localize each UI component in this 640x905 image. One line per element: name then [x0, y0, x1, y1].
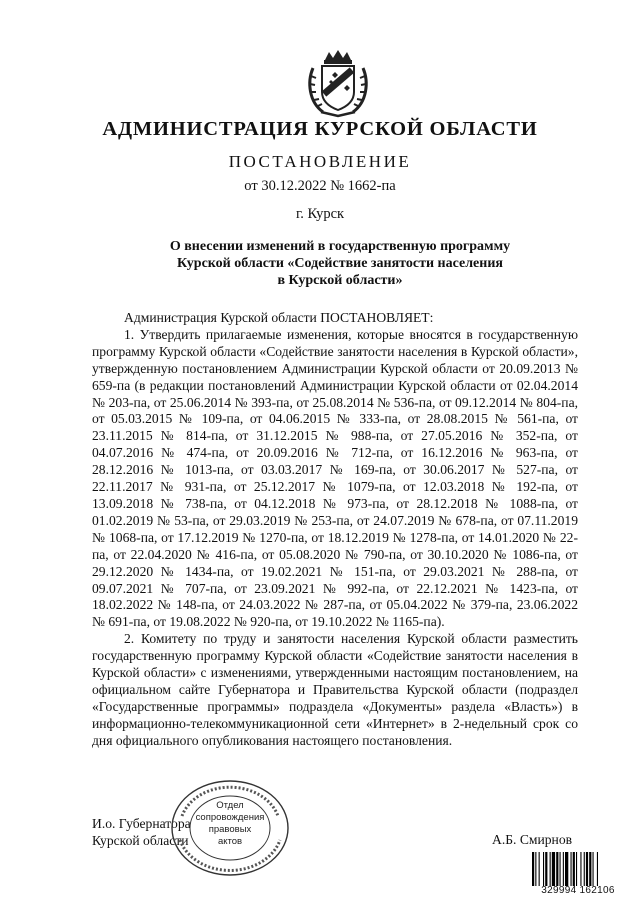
- signatory-name: А.Б. Смирнов: [492, 832, 573, 847]
- subject-line: Курской области «Содействие занятости населения: [177, 256, 503, 271]
- stamp-text: [168, 800, 292, 848]
- subject-line: О внесении изменений в государственную программу: [169, 239, 511, 254]
- organization-title: АДМИНИСТРАЦИЯ КУРСКОЙ ОБЛАСТИ: [102, 118, 538, 140]
- city-label: г. Курск: [295, 206, 345, 222]
- document-subject: [120, 238, 560, 289]
- resolution-intro: Администрация Курской области ПОСТАНОВЛЯЕТ:: [124, 310, 434, 325]
- stamp-line: правовых: [208, 824, 252, 835]
- signatory-title-line: И.о. Губернатора: [92, 816, 191, 831]
- document-type: ПОСТАНОВЛЕНИЕ: [228, 152, 412, 171]
- barcode-number: 329994 162106: [541, 885, 615, 896]
- coat-of-arms-icon: [305, 48, 371, 118]
- barcode-icon: [532, 852, 624, 886]
- signatory-title-line: Курской области: [92, 833, 189, 848]
- document-body: [92, 310, 578, 750]
- paragraph-item-2: 2. Комитету по труду и занятости населения Курской области разместить государственную программу Курской области «Содействие занятости населения в Курской области» с изменениями, утвержденными настоящим постановлением, на официальном сайте Губернатора и Правительства Курской области (подраздел «Государственные программы» подраздела «Документы» раздела «Власть») в информационно-телекоммуникационной сети «Интернет» в 2-недельный срок со дня официального опубликования настоящего постановления.: [92, 631, 578, 748]
- subject-line: в Курской области»: [277, 273, 403, 288]
- stamp-line: актов: [217, 836, 243, 847]
- stamp-line: сопровождения: [195, 812, 265, 823]
- paragraph-item-1: 1. Утвердить прилагаемые изменения, которые вносятся в государственную программу Курской области «Содействие занятости населения в Курской области», утвержденную постановлением Администрации Курской области от 20.09.2013 № 659-па (в редакции постановлений Администрации Курской области от 02.04.2014 № 203-па, от 25.06.2014 № 393-па, от 25.08.2014 № 536-па, от 09.12.2014 № 804-па, от 05.03.2015 № 109-па, от 04.06.2015 № 333-па, от 28.08.2015 № 561-па, от 23.11.2015 № 814-па, от 31.12.2015 № 988-па, от 27.05.2016 № 352-па, от 04.07.2016 № 474-па, от 20.09.2016 № 712-па, от 16.12.2016 № 963-па, от 28.12.2016 № 1013-па, от 03.03.2017 № 169-па, от 30.06.2017 № 527-па, от 22.11.2017 № 931-па, от 25.12.2017 № 1079-па, от 12.03.2018 № 192-па, от 13.09.2018 № 738-па, от 04.12.2018 № 973-па, от 28.12.2018 № 1088-па, от 01.02.2019 № 53-па, от 29.03.2019 № 253-па, от 24.07.2019 № 678-па, от 07.11.2019 № 1068-па, от 17.12.2019 № 1270-па, от 18.12.2019 № 1278-па, от 14.01.2020 № 22-па, от 22.04.2020 № 416-па, от 05.08.2020 № 790-па, от 30.10.2020 № 1086-па, от 29.12.2020 № 1434-па, от 19.02.2021 № 151-па, от 29.03.2021 № 288-па, от 09.07.2021 № 707-па, от 23.09.2021 № 992-па, от 22.12.2021 № 1423-па, от 18.02.2022 № 148-па, от 24.03.2022 № 287-па, от 05.04.2022 № 379-па, 23.06.2022 № 691-па, от 19.08.2022 № 920-па, от 19.10.2022 № 1165-па).: [92, 326, 578, 630]
- stamp-line: Отдел: [216, 800, 244, 811]
- document-number: от 30.12.2022 № 1662-па: [244, 178, 396, 194]
